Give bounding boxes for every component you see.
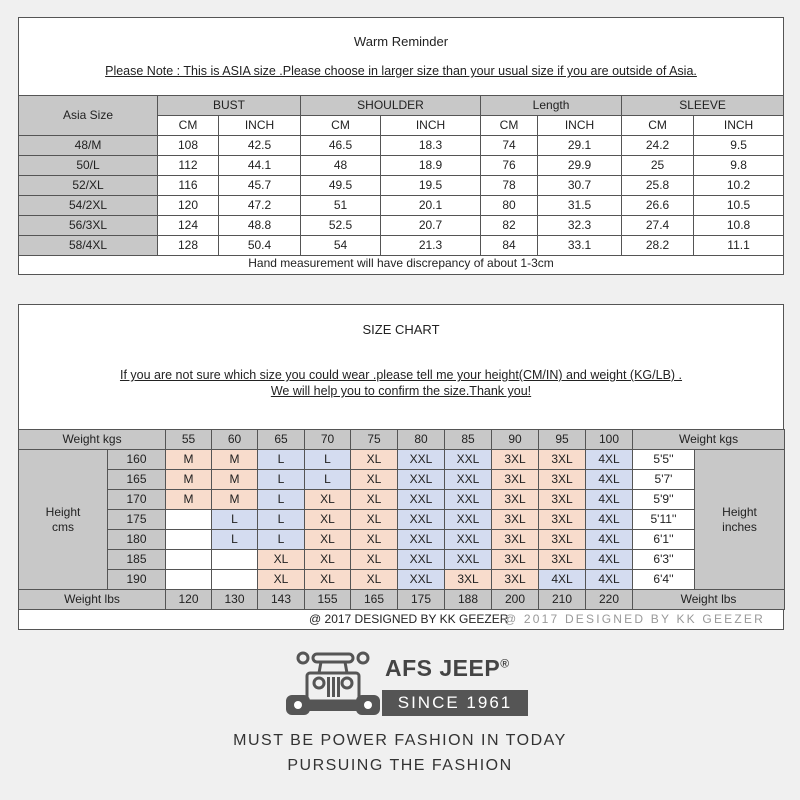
height-cm-cell: 170 <box>108 490 166 510</box>
measurement-cell: 32.3 <box>538 216 622 236</box>
size-cell: XXL <box>398 450 445 470</box>
size-chart-footer <box>19 610 783 628</box>
measurement-cell: 49.5 <box>301 176 381 196</box>
height-cms-label-line: Height <box>45 504 81 519</box>
size-cell: 4XL <box>586 490 633 510</box>
size-cell: M <box>212 470 258 490</box>
unit-header: INCH <box>381 116 481 136</box>
size-cell: XXL <box>445 490 492 510</box>
measurement-cell: 21.3 <box>381 236 481 256</box>
size-cell: XL <box>305 570 351 590</box>
measurement-cell: 18.3 <box>381 136 481 156</box>
jeep-logo-icon <box>283 651 383 721</box>
registered-mark: ® <box>500 656 510 671</box>
height-inches-label-line: Height <box>722 504 757 519</box>
asia-size-panel <box>18 17 784 275</box>
size-cell: 3XL <box>539 490 586 510</box>
height-inch-cell: 5'9'' <box>633 490 695 510</box>
measurement-note: Hand measurement will have discrepancy of about 1-3cm <box>248 256 554 270</box>
measurement-cell: 46.5 <box>301 136 381 156</box>
measurement-cell: 74 <box>481 136 538 156</box>
size-cell: XL <box>351 570 398 590</box>
measurement-cell: 10.2 <box>694 176 784 196</box>
size-cell: XXL <box>445 470 492 490</box>
size-cell: XL <box>351 550 398 570</box>
size-cell: L <box>305 450 351 470</box>
weight-lb-cell: 155 <box>305 590 351 610</box>
measurement-cell: 20.1 <box>381 196 481 216</box>
unit-header: CM <box>301 116 381 136</box>
size-cell: 3XL <box>445 570 492 590</box>
weight-kg-cell: 55 <box>166 430 212 450</box>
measurement-cell: 25.8 <box>622 176 694 196</box>
weight-lbs-label-right: Weight lbs <box>633 590 785 610</box>
size-cell: L <box>258 530 305 550</box>
size-cell: XL <box>351 450 398 470</box>
table-row <box>19 156 784 176</box>
measurement-cell: 18.9 <box>381 156 481 176</box>
measurement-cell: 128 <box>158 236 219 256</box>
size-cell: 3XL <box>492 570 539 590</box>
size-cell: XXL <box>398 530 445 550</box>
size-cell: XXL <box>445 450 492 470</box>
weight-kg-cell: 60 <box>212 430 258 450</box>
height-inch-cell: 5'11'' <box>633 510 695 530</box>
size-cell: 3XL <box>492 530 539 550</box>
measurement-cell: 26.6 <box>622 196 694 216</box>
height-row <box>19 550 785 570</box>
measurement-cell: 120 <box>158 196 219 216</box>
height-inch-cell: 6'1'' <box>633 530 695 550</box>
size-cell: 4XL <box>586 470 633 490</box>
footer-credit: @ 2017 DESIGNED BY KK GEEZER <box>309 612 509 626</box>
weight-lb-cell: 120 <box>166 590 212 610</box>
size-cell: XL <box>305 550 351 570</box>
measurement-cell: 51 <box>301 196 381 216</box>
weight-lb-cell: 188 <box>445 590 492 610</box>
size-cell: M <box>166 450 212 470</box>
size-cell: 3XL <box>492 510 539 530</box>
height-cms-label-line: cms <box>52 519 74 534</box>
weight-lbs-label: Weight lbs <box>19 590 166 610</box>
weight-kgs-label: Weight kgs <box>19 430 166 450</box>
size-cell: 3XL <box>539 510 586 530</box>
size-cell <box>212 550 258 570</box>
size-cell: XL <box>305 530 351 550</box>
weight-lb-cell: 220 <box>586 590 633 610</box>
size-cell: M <box>212 490 258 510</box>
size-cell: 4XL <box>586 450 633 470</box>
height-inches-label <box>695 450 785 590</box>
size-chart-note-line1: If you are not sure which size you could wear .please tell me your height(CM/IN) and weight (KG/LB) . <box>119 368 683 382</box>
measurement-cell: 116 <box>158 176 219 196</box>
size-cell: 3XL <box>539 450 586 470</box>
height-row <box>19 570 785 590</box>
measurement-cell: 19.5 <box>381 176 481 196</box>
weight-kg-cell: 70 <box>305 430 351 450</box>
size-label: 56/3XL <box>19 216 158 236</box>
table-row <box>19 196 784 216</box>
height-row <box>19 510 785 530</box>
measurement-cell: 10.5 <box>694 196 784 216</box>
height-inch-cell: 5'7' <box>633 470 695 490</box>
size-chart-title: SIZE CHART <box>362 322 440 337</box>
height-row <box>19 530 785 550</box>
brand-text: AFS JEEP <box>385 655 501 681</box>
size-cell: 3XL <box>539 550 586 570</box>
size-label: 50/L <box>19 156 158 176</box>
size-cell: L <box>258 490 305 510</box>
size-cell <box>166 570 212 590</box>
size-cell: XXL <box>398 550 445 570</box>
height-inch-cell: 5'5'' <box>633 450 695 470</box>
weight-kgs-row <box>19 430 785 450</box>
measurement-cell: 48 <box>301 156 381 176</box>
size-cell: 4XL <box>586 530 633 550</box>
size-cell: M <box>166 470 212 490</box>
size-label: 58/4XL <box>19 236 158 256</box>
unit-header: INCH <box>538 116 622 136</box>
measurement-cell: 24.2 <box>622 136 694 156</box>
height-inch-cell: 6'4'' <box>633 570 695 590</box>
height-row <box>19 470 785 490</box>
measurement-cell: 11.1 <box>694 236 784 256</box>
sleeve-header: SLEEVE <box>622 96 784 116</box>
height-row <box>19 490 785 510</box>
size-label: 52/XL <box>19 176 158 196</box>
height-row <box>19 450 785 470</box>
size-cell: L <box>258 450 305 470</box>
unit-header: CM <box>481 116 538 136</box>
size-cell: XL <box>305 490 351 510</box>
size-cell: 3XL <box>539 470 586 490</box>
height-inches-label-line: inches <box>722 519 757 534</box>
table-row <box>19 176 784 196</box>
weight-kg-cell: 75 <box>351 430 398 450</box>
weight-lb-cell: 200 <box>492 590 539 610</box>
height-cm-cell: 160 <box>108 450 166 470</box>
size-cell: XL <box>351 490 398 510</box>
size-cell: XL <box>351 510 398 530</box>
measurement-cell: 52.5 <box>301 216 381 236</box>
measurement-cell: 20.7 <box>381 216 481 236</box>
size-cell: 3XL <box>492 470 539 490</box>
size-cell: 3XL <box>492 450 539 470</box>
table-row <box>19 136 784 156</box>
measurement-cell: 42.5 <box>219 136 301 156</box>
measurement-cell: 80 <box>481 196 538 216</box>
weight-kg-cell: 65 <box>258 430 305 450</box>
measurement-cell: 84 <box>481 236 538 256</box>
height-cm-cell: 185 <box>108 550 166 570</box>
measurement-cell: 27.4 <box>622 216 694 236</box>
measurement-cell: 82 <box>481 216 538 236</box>
size-cell <box>166 550 212 570</box>
size-cell: 4XL <box>586 550 633 570</box>
size-label: 48/M <box>19 136 158 156</box>
weight-kg-cell: 90 <box>492 430 539 450</box>
size-cell: 3XL <box>539 530 586 550</box>
size-cell: XXL <box>398 570 445 590</box>
footer-watermark: @ 2017 DESIGNED BY KK GEEZER <box>504 612 765 626</box>
measurement-cell: 9.8 <box>694 156 784 176</box>
size-chart-panel <box>18 304 784 630</box>
weight-kg-cell: 80 <box>398 430 445 450</box>
size-cell: XL <box>258 550 305 570</box>
size-cell: 3XL <box>492 550 539 570</box>
weight-lb-cell: 165 <box>351 590 398 610</box>
size-cell: L <box>212 510 258 530</box>
unit-header: INCH <box>219 116 301 136</box>
measurement-cell: 33.1 <box>538 236 622 256</box>
size-cell: XXL <box>445 530 492 550</box>
size-cell: M <box>212 450 258 470</box>
brand-name <box>385 655 510 682</box>
height-cm-cell: 190 <box>108 570 166 590</box>
measurement-cell: 112 <box>158 156 219 176</box>
size-cell: L <box>305 470 351 490</box>
measurement-cell: 31.5 <box>538 196 622 216</box>
measurement-cell: 48.8 <box>219 216 301 236</box>
asia-size-note: Please Note : This is ASIA size .Please choose in larger size than your usual size if you are outside of Asia. <box>105 64 697 78</box>
measurement-cell: 47.2 <box>219 196 301 216</box>
weight-kg-cell: 100 <box>586 430 633 450</box>
size-cell: 4XL <box>586 510 633 530</box>
size-cell: 3XL <box>492 490 539 510</box>
measurement-cell: 78 <box>481 176 538 196</box>
size-cell: L <box>212 530 258 550</box>
weight-lbs-row <box>19 590 785 610</box>
length-header: Length <box>481 96 622 116</box>
weight-lb-cell: 143 <box>258 590 305 610</box>
size-cell: XL <box>351 530 398 550</box>
size-cell <box>212 570 258 590</box>
bust-header: BUST <box>158 96 301 116</box>
since-badge: SINCE 1961 <box>382 690 528 716</box>
measurement-cell: 28.2 <box>622 236 694 256</box>
size-chart-note-line2: We will help you to confirm the size.Thank you! <box>270 384 532 398</box>
size-cell: XXL <box>445 550 492 570</box>
measurement-cell: 10.8 <box>694 216 784 236</box>
asia-size-header: Asia Size <box>19 96 158 136</box>
size-cell: XL <box>258 570 305 590</box>
measurement-cell: 54 <box>301 236 381 256</box>
size-cell: L <box>258 470 305 490</box>
table-row <box>19 216 784 236</box>
measurement-cell: 44.1 <box>219 156 301 176</box>
measurement-cell: 50.4 <box>219 236 301 256</box>
measurement-cell: 124 <box>158 216 219 236</box>
asia-size-table <box>18 95 784 256</box>
size-cell: XXL <box>398 470 445 490</box>
unit-header: INCH <box>694 116 784 136</box>
weight-kgs-label-right: Weight kgs <box>633 430 785 450</box>
weight-lb-cell: 175 <box>398 590 445 610</box>
weight-kg-cell: 85 <box>445 430 492 450</box>
measurement-cell: 25 <box>622 156 694 176</box>
shoulder-header: SHOULDER <box>301 96 481 116</box>
size-cell: XL <box>305 510 351 530</box>
weight-kg-cell: 95 <box>539 430 586 450</box>
weight-lb-cell: 130 <box>212 590 258 610</box>
size-cell: M <box>166 490 212 510</box>
table-row <box>19 236 784 256</box>
size-cell <box>166 530 212 550</box>
slogan-line1: MUST BE POWER FASHION IN TODAY <box>233 732 567 749</box>
size-cell <box>166 510 212 530</box>
unit-header: CM <box>158 116 219 136</box>
measurement-cell: 76 <box>481 156 538 176</box>
slogan-line2: PURSUING THE FASHION <box>287 757 513 774</box>
size-label: 54/2XL <box>19 196 158 216</box>
size-cell: XL <box>351 470 398 490</box>
height-cm-cell: 180 <box>108 530 166 550</box>
height-cm-cell: 175 <box>108 510 166 530</box>
measurement-cell: 30.7 <box>538 176 622 196</box>
size-chart-table <box>18 429 785 610</box>
size-cell: XXL <box>398 490 445 510</box>
height-cm-cell: 165 <box>108 470 166 490</box>
size-cell: 4XL <box>586 570 633 590</box>
size-cell: XXL <box>445 510 492 530</box>
size-cell: 4XL <box>539 570 586 590</box>
measurement-cell: 29.1 <box>538 136 622 156</box>
size-cell: L <box>258 510 305 530</box>
measurement-cell: 45.7 <box>219 176 301 196</box>
height-inch-cell: 6'3'' <box>633 550 695 570</box>
weight-lb-cell: 210 <box>539 590 586 610</box>
height-cms-label <box>19 450 108 590</box>
measurement-cell: 29.9 <box>538 156 622 176</box>
measurement-cell: 9.5 <box>694 136 784 156</box>
warm-reminder-title: Warm Reminder <box>353 34 449 49</box>
size-cell: XXL <box>398 510 445 530</box>
measurement-cell: 108 <box>158 136 219 156</box>
unit-header: CM <box>622 116 694 136</box>
